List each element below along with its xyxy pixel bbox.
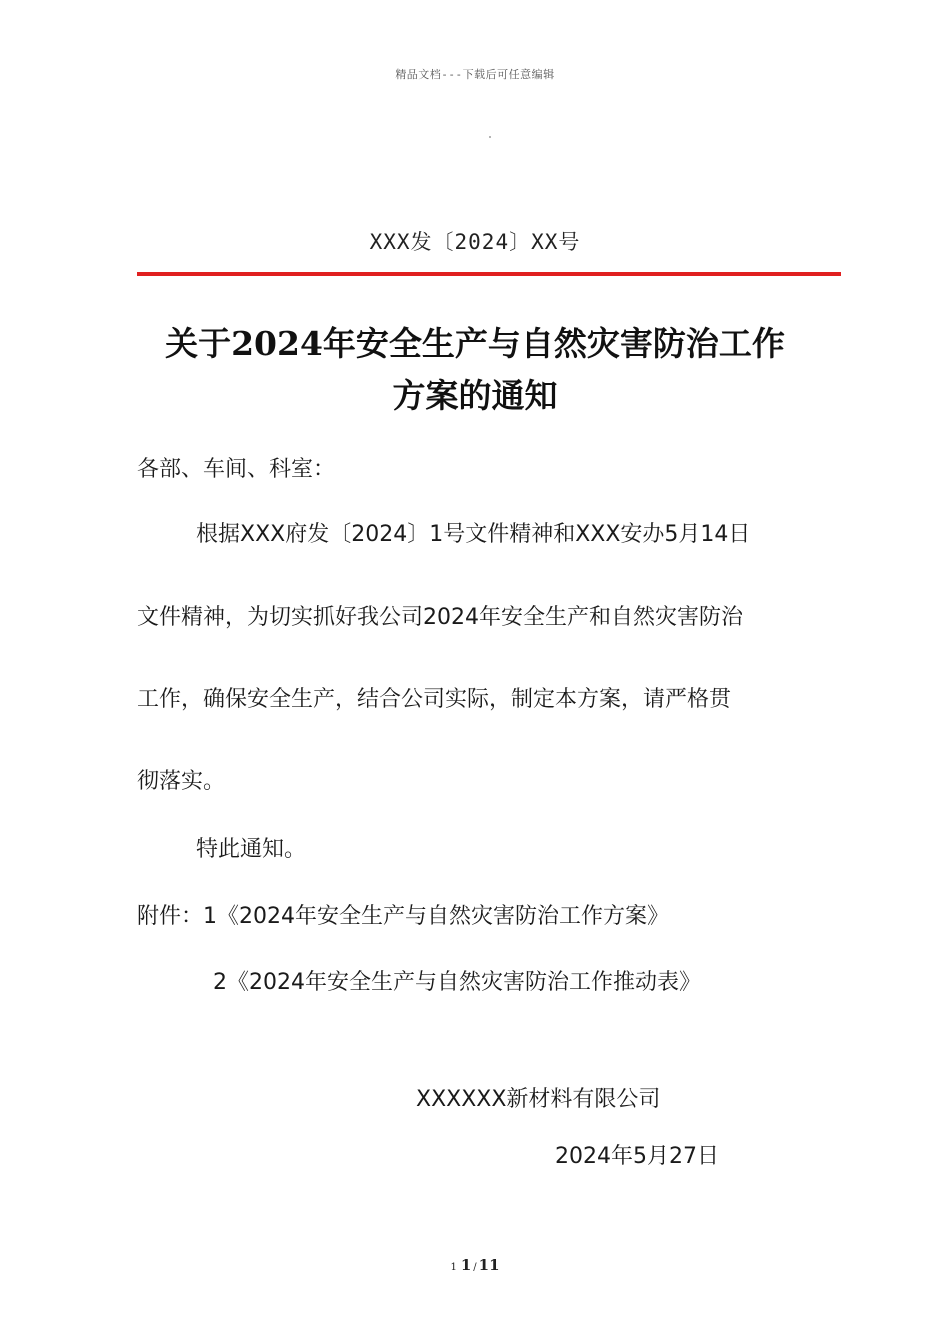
- body-line-2: 文件精神，为切实抓好我公司2024年安全生产和自然灾害防治: [137, 605, 743, 630]
- footer-total-pages: 11: [478, 1256, 500, 1274]
- salutation: 各部、车间、科室：: [137, 457, 336, 482]
- red-header-rule: [137, 272, 841, 276]
- attachment-item-1: 附件：1《2024年安全生产与自然灾害防治工作方案》: [137, 904, 669, 929]
- signature-date: 2024年5月27日: [555, 1144, 719, 1169]
- document-title-line-1: 关于2024年安全生产与自然灾害防治工作: [165, 324, 785, 363]
- signature-company: XXXXXX新材料有限公司: [416, 1087, 661, 1112]
- closing-remark: 特此通知。: [196, 837, 307, 862]
- attachment-item-2: 2《2024年安全生产与自然灾害防治工作推动表》: [213, 970, 701, 995]
- body-line-1: 根据XXX府发〔2024〕1号文件精神和XXX安办5月14日: [196, 522, 751, 547]
- footer-current-page: 1: [460, 1256, 472, 1274]
- decorative-dot: [489, 136, 491, 138]
- footer-small-number: 1: [450, 1262, 457, 1273]
- body-line-4: 彻落实。: [137, 769, 226, 794]
- page-footer: [0, 1256, 950, 1274]
- document-title-line-2: 方案的通知: [392, 376, 558, 415]
- header-watermark: 精品文档---下载后可任意编辑: [395, 68, 555, 81]
- document-number: XXX发〔2024〕XX号: [369, 230, 581, 254]
- footer-separator: /: [473, 1262, 477, 1273]
- body-line-3: 工作，确保安全生产，结合公司实际，制定本方案，请严格贯: [137, 687, 732, 712]
